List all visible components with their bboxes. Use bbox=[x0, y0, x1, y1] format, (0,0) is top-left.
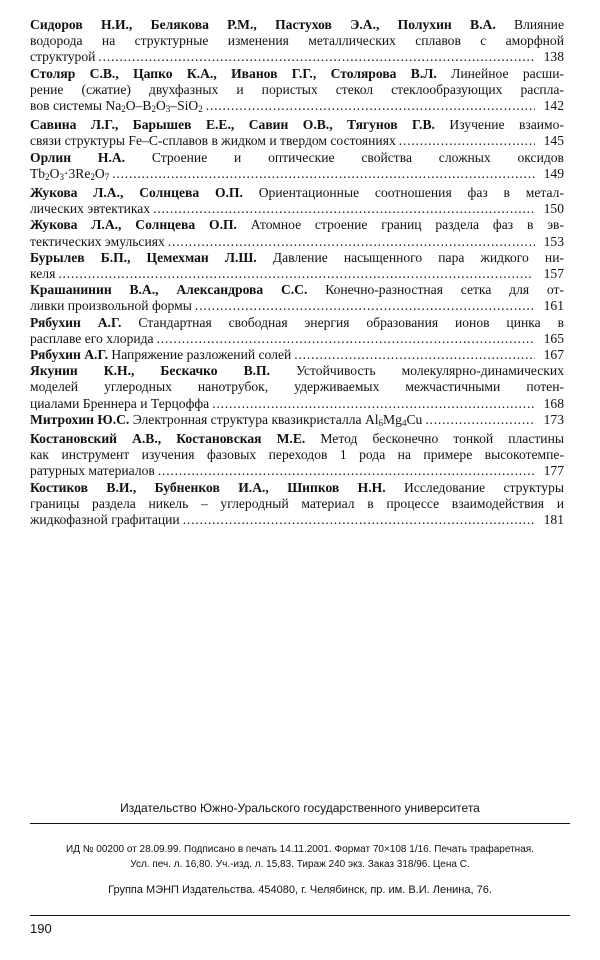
entry-title-line: как инструмент изучения фазовых переходов 1 рода на примере высокотемпе- bbox=[30, 447, 564, 463]
entry-title-line: связи структуры Fe–C-сплавов в жидком и твердом состояниях bbox=[30, 133, 396, 149]
dot-leader bbox=[158, 463, 535, 479]
toc-entry[interactable] bbox=[30, 66, 564, 118]
imprint-block bbox=[0, 842, 600, 872]
toc-entry[interactable] bbox=[30, 17, 564, 66]
entry-title-line: водорода на структурные изменения металлических сплавов с аморфной bbox=[30, 33, 564, 49]
entry-last-line bbox=[30, 234, 564, 250]
publisher-name: Издательство Южно-Уральского государственного университета bbox=[120, 801, 480, 815]
entry-last-line bbox=[30, 412, 564, 431]
entry-last-line bbox=[30, 133, 564, 149]
entry-title-line: тектических эмульсиях bbox=[30, 233, 165, 249]
entry-title-line: Костиков В.И., Бубненков И.А., Шипков Н.Н. Исследование структуры bbox=[30, 479, 564, 495]
entry-title-line: Рябухин А.Г. Напряжение разложений солей bbox=[30, 347, 292, 363]
dot-leader bbox=[168, 234, 535, 250]
entry-last-line bbox=[30, 331, 564, 347]
entry-page-number: 168 bbox=[543, 395, 564, 411]
toc-entry[interactable] bbox=[30, 315, 564, 347]
entry-title-line: жидкофазной графитации bbox=[30, 512, 180, 528]
dot-leader bbox=[112, 166, 535, 182]
entry-authors: Жукова Л.А., Солнцева О.П. bbox=[30, 185, 243, 201]
toc-entry[interactable] bbox=[30, 412, 564, 431]
entry-page-number: 177 bbox=[543, 463, 564, 479]
entry-title-line: лических эвтектиках bbox=[30, 201, 151, 217]
entry-title-line: границы раздела никель – углеродный материал в процессе взаимодействия и bbox=[30, 495, 564, 511]
entry-title-line: циалами Бреннера и Терцоффа bbox=[30, 395, 210, 411]
toc-entry[interactable] bbox=[30, 250, 564, 282]
dot-leader bbox=[212, 396, 535, 412]
entry-authors: Сидоров Н.И., Белякова Р.М., Пастухов Э.А., Полухин В.А. bbox=[30, 17, 496, 32]
entry-page-number: 165 bbox=[543, 330, 564, 346]
entry-title-line: рение (сжатие) двухфазных и пористых стекол стеклообразующих распла- bbox=[30, 81, 564, 97]
printer-line: Группа МЭНП Издательства. 454080, г. Челябинск, пр. им. В.И. Ленина, 76. bbox=[108, 884, 492, 896]
entry-page-number: 167 bbox=[543, 347, 564, 363]
toc-entry[interactable] bbox=[30, 363, 564, 412]
entry-title-line: Сидоров Н.И., Белякова Р.М., Пастухов Э.А., Полухин В.А. Влияние bbox=[30, 17, 564, 32]
entry-page-number: 142 bbox=[543, 98, 564, 114]
toc-entry[interactable] bbox=[30, 431, 564, 480]
entry-page-number: 149 bbox=[543, 165, 564, 181]
imprint-line: ИД № 00200 от 28.09.99. Подписано в печать 14.11.2001. Формат 70×108 1/16. Печать трафаретная. bbox=[66, 844, 534, 855]
dot-leader bbox=[399, 133, 535, 149]
entry-last-line bbox=[30, 512, 564, 528]
entry-title-line: Рябухин А.Г. Стандартная свободная энергия образования ионов цинка в bbox=[30, 314, 564, 330]
toc-entry[interactable] bbox=[30, 217, 564, 249]
page-number: 190 bbox=[30, 921, 52, 936]
entry-last-line bbox=[30, 463, 564, 479]
entry-last-line bbox=[30, 396, 564, 412]
entry-title-line: Костановский А.В., Костановская М.Е. Метод бесконечно тонкой пластины bbox=[30, 431, 564, 447]
entry-page-number: 181 bbox=[543, 512, 564, 528]
entry-title-line: ратурных материалов bbox=[30, 463, 155, 479]
entry-title-line: Якунин К.Н., Бескачко В.П. Устойчивость молекулярно-динамических bbox=[30, 363, 564, 379]
entry-title-line: Крашанинин В.А., Александрова С.С. Конечно-разностная сетка для от- bbox=[30, 282, 564, 298]
entry-title-line: Орлин Н.А. Строение и оптические свойства сложных оксидов bbox=[30, 149, 564, 165]
entry-title-line: расплаве его хлорида bbox=[30, 330, 154, 346]
entry-authors: Якунин К.Н., Бескачко В.П. bbox=[30, 363, 271, 379]
entry-authors: Жукова Л.А., Солнцева О.П. bbox=[30, 217, 237, 233]
dot-leader bbox=[157, 331, 535, 347]
entry-title-line: ливки произвольной формы bbox=[30, 298, 192, 314]
toc-entry[interactable] bbox=[30, 347, 564, 363]
dot-leader bbox=[195, 298, 535, 314]
entry-authors: Орлин Н.А. bbox=[30, 149, 126, 165]
entry-authors: Костиков В.И., Бубненков И.А., Шипков Н.Н. bbox=[30, 479, 386, 495]
entry-authors: Рябухин А.Г. bbox=[30, 314, 122, 330]
entry-page-number: 138 bbox=[543, 49, 564, 65]
entry-last-line bbox=[30, 266, 564, 282]
entry-authors: Крашанинин В.А., Александрова С.С. bbox=[30, 282, 308, 298]
entry-title-line: Столяр С.В., Цапко К.А., Иванов Г.Г., Столярова В.Л. Линейное расши- bbox=[30, 65, 564, 81]
imprint-line: Усл. печ. л. 16,80. Уч.-изд. л. 15,83. Тираж 240 экз. Заказ 318/96. Цена С. bbox=[130, 859, 470, 870]
entry-last-line bbox=[30, 49, 564, 65]
entry-page-number: 153 bbox=[543, 233, 564, 249]
divider bbox=[30, 823, 570, 824]
entry-authors: Бурылев Б.П., Цемехман Л.Ш. bbox=[30, 249, 257, 265]
entry-last-line bbox=[30, 166, 564, 185]
dot-leader bbox=[425, 412, 535, 428]
entry-last-line bbox=[30, 298, 564, 314]
entry-title-line: вов системы $Na_2O-B_2O_3-SiO_2$ bbox=[30, 98, 203, 115]
entry-title-line: келя bbox=[30, 266, 56, 282]
entry-page-number: 173 bbox=[543, 411, 564, 427]
toc-entry[interactable] bbox=[30, 150, 564, 185]
dot-leader bbox=[294, 347, 535, 363]
entry-last-line bbox=[30, 347, 564, 363]
divider bbox=[30, 915, 570, 916]
toc-entry[interactable] bbox=[30, 480, 564, 529]
entry-page-number: 145 bbox=[543, 133, 564, 149]
entry-authors: Столяр С.В., Цапко К.А., Иванов Г.Г., Столярова В.Л. bbox=[30, 65, 437, 81]
dot-leader bbox=[153, 201, 535, 217]
entry-title-line: Митрохин Ю.С. Электронная структура квазикристалла $Al_6Mg_4Cu$ bbox=[30, 411, 423, 428]
entry-title-line: Жукова Л.А., Солнцева О.П. Атомное строение границ раздела фаз в эв- bbox=[30, 217, 564, 233]
dot-leader bbox=[206, 98, 535, 114]
entry-page-number: 150 bbox=[543, 201, 564, 217]
toc-entry[interactable] bbox=[30, 117, 564, 149]
entry-authors: Митрохин Ю.С. bbox=[30, 411, 130, 427]
entry-authors: Савина Л.Г., Барышев Е.Е., Савин О.В., Тягунов Г.В. bbox=[30, 117, 435, 133]
entry-title-line: Савина Л.Г., Барышев Е.Е., Савин О.В., Тягунов Г.В. Изучение взаимо- bbox=[30, 117, 564, 133]
table-of-contents bbox=[30, 17, 564, 528]
dot-leader bbox=[98, 49, 535, 65]
entry-title-line: моделей углеродных нанотрубок, удерживаемых межчастичными потен- bbox=[30, 379, 564, 395]
entry-authors: Рябухин А.Г. bbox=[30, 347, 108, 363]
dot-leader bbox=[58, 266, 535, 282]
entry-page-number: 161 bbox=[543, 298, 564, 314]
toc-entry[interactable] bbox=[30, 282, 564, 314]
entry-title-line: Жукова Л.А., Солнцева О.П. Ориентационные соотношения фаз в метал- bbox=[30, 185, 564, 201]
dot-leader bbox=[183, 512, 535, 528]
toc-entry[interactable] bbox=[30, 185, 564, 217]
entry-page-number: 157 bbox=[543, 266, 564, 282]
entry-last-line bbox=[30, 98, 564, 117]
entry-last-line bbox=[30, 201, 564, 217]
entry-authors: Костановский А.В., Костановская М.Е. bbox=[30, 431, 306, 447]
entry-title-line: Бурылев Б.П., Цемехман Л.Ш. Давление насыщенного пара жидкого ни- bbox=[30, 249, 564, 265]
entry-title-line: структурой bbox=[30, 49, 96, 65]
entry-title-line: $Tb_2O_3\cdot 3Re_2O_7$ bbox=[30, 165, 110, 182]
